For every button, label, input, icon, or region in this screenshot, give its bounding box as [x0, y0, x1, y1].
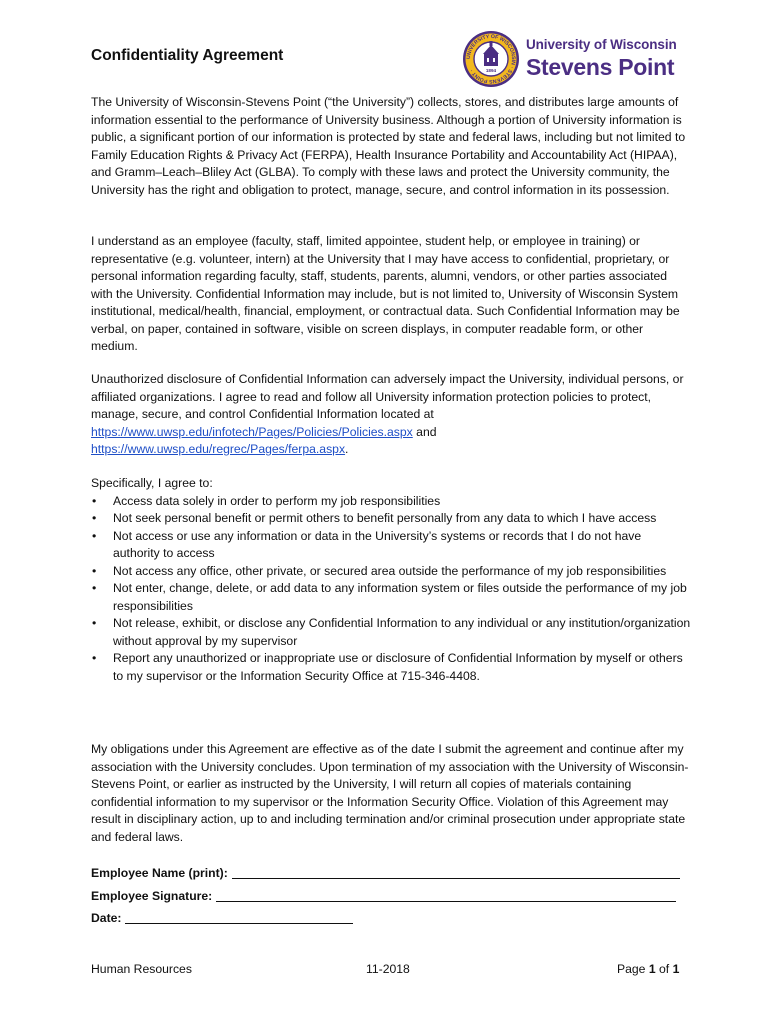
policies-and-text: and — [412, 424, 437, 439]
list-item: • Not access or use any information or data in the University’s systems or records that I do not have authority to access — [91, 528, 691, 563]
infotech-policies-link[interactable]: https://www.uwsp.edu/infotech/Pages/Policies/Policies.aspx — [91, 424, 413, 439]
logo-university-name: University of Wisconsin — [526, 37, 677, 52]
list-item: • Not release, exhibit, or disclose any Confidential Information to any individual or any institution/organization without approval by my supervisor — [91, 615, 691, 650]
ferpa-policy-link[interactable]: https://www.uwsp.edu/regrec/Pages/ferpa.aspx — [91, 442, 346, 456]
logo-campus-name: Stevens Point — [526, 54, 675, 80]
policies-text: Unauthorized disclosure of Confidential Information can adversely impact the University, individual persons, or affiliated organizations. I agree to read and follow all University information protection policies to protect, manage, secure, and control Confidential Information located at — [91, 372, 684, 421]
page-total: 1 — [672, 962, 680, 976]
date-field[interactable] — [125, 910, 353, 924]
footer-revision-date: 11-2018 — [366, 962, 410, 976]
employee-signature-field[interactable] — [216, 888, 676, 902]
page-of: of — [655, 962, 673, 976]
page-current: 1 — [648, 962, 656, 976]
list-item: • Access data solely in order to perform my job responsibilities — [91, 493, 691, 511]
list-item: • Not enter, change, delete, or add data to any information system or files outside the performance of my job responsibilities — [91, 580, 691, 615]
policies-paragraph — [91, 371, 691, 459]
page-prefix: Page — [617, 962, 649, 976]
employee-name-row — [91, 862, 691, 885]
university-seal-icon — [462, 30, 520, 88]
agreement-list-section — [91, 475, 691, 685]
university-logo — [462, 30, 684, 88]
employee-signature-label: Employee Signature: — [91, 888, 213, 903]
employee-understanding-paragraph: I understand as an employee (faculty, staff, limited appointee, student help, or employee in training) or representative (e.g. volunteer, intern) at the University that I may have access to confidential, proprietary, or personal information regarding faculty, staff, students, parents, alumni, vendors, or other parties associated with the University. Confidential Information may include, but is not limited to, University of Wisconsin System institutional, medical/health, financial, employment, or contractual data. Such Confidential Information may be verbal, on paper, contained in software, visible on screen displays, in computer readable form, or other medium. — [91, 234, 680, 353]
date-label: Date: — [91, 911, 122, 925]
seal-text: UNIVERSITY OF WISCONSIN · STEVENS POINT · — [465, 33, 517, 85]
agreement-bullet-list — [91, 493, 691, 686]
employee-signature-row — [91, 885, 691, 908]
document-title: Confidentiality Agreement — [91, 47, 284, 64]
footer-page-number — [617, 962, 679, 976]
list-item: • Not access any office, other private, or secured area outside the performance of my job responsibilities — [91, 563, 691, 581]
employee-name-label: Employee Name (print): — [91, 866, 228, 880]
obligations-paragraph: My obligations under this Agreement are effective as of the date I submit the agreement and continue after my association with the University concludes. Upon termination of my association with the University of Wisconsin-Stevens Point, or earlier as instructed by the University, I will return all copies of materials containing confidential information to my supervisor or the Information Security Office. Violation of this Agreement may result in disciplinary action, up to and including termination and/or criminal prosecution under appropriate state and federal laws. — [91, 742, 689, 844]
signature-fields — [91, 862, 691, 930]
intro-paragraph: The University of Wisconsin-Stevens Point (“the University”) collects, stores, and distributes large amounts of information essential to the performance of University business. Although a portion of University information is public, a significant portion of our information is protected by state and federal laws, including but not limited to Family Education Rights & Privacy Act (FERPA), Health Insurance Portability and Accountability Act (HIPAA), and Gramm–Leach–Bliley Act (GLBA). To comply with these laws and protect the University community, the University has the right and obligation to protect, manage, secure, and control information in its possession. — [91, 95, 686, 197]
employee-name-field[interactable] — [232, 865, 680, 879]
footer-department: Human Resources — [91, 962, 192, 976]
date-row — [91, 907, 691, 930]
agreement-list-intro: Specifically, I agree to: — [91, 476, 213, 490]
seal-year: 1894 — [485, 68, 497, 73]
list-item: • Not seek personal benefit or permit others to benefit personally from any data to which I have access — [91, 510, 691, 528]
policies-end-text: . — [345, 442, 349, 456]
list-item: • Report any unauthorized or inappropriate use or disclosure of Confidential Information by myself or others to my supervisor or the Information Security Office at 715-346-4408. — [91, 650, 691, 685]
